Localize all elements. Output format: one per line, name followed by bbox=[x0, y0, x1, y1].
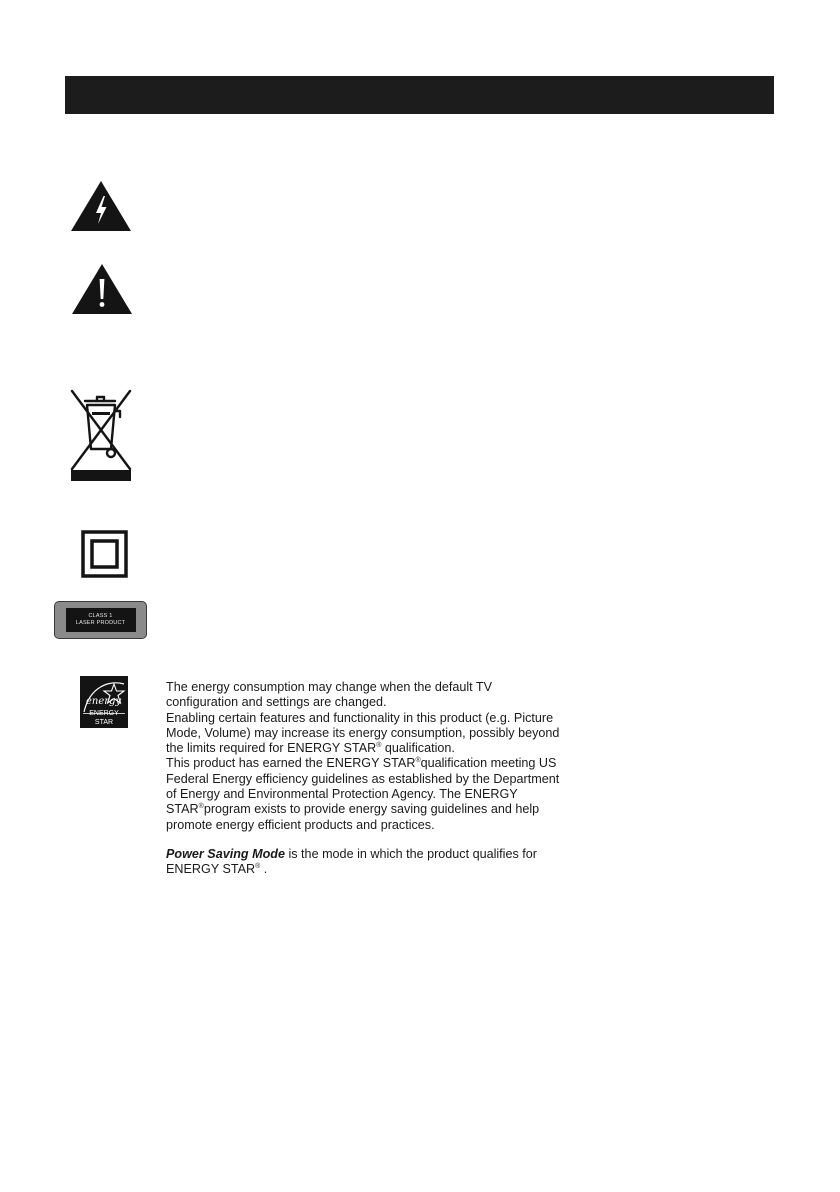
registered-mark: ® bbox=[198, 803, 204, 811]
laser-label-line2: LASER PRODUCT bbox=[75, 620, 126, 626]
power-saving-mode-term: Power Saving Mode bbox=[166, 846, 285, 861]
laser-label-plate bbox=[54, 601, 147, 639]
energy-paragraph-3: This product has earned the ENERGY STAR®qualification meeting US Federal Energy efficiency guidelines as established by the Department of Energy and Environmental Protection Agency. The ENERGY STAR®program exists to provide energy saving guidelines and help promote energy efficient products and practices. bbox=[166, 756, 560, 832]
energy-star-caption: ENERGY STAR bbox=[89, 710, 119, 726]
energy-paragraph-2: Enabling certain features and functionality in this product (e.g. Picture Mode, Volume) may increase its energy consumption, possibly beyond the limits required for ENERGY STAR® qualification. bbox=[166, 710, 560, 756]
laser-label-line1: CLASS 1 bbox=[88, 613, 113, 619]
lightning-warning-icon bbox=[70, 180, 132, 232]
laser-label-inner bbox=[66, 608, 136, 632]
section-header-bar bbox=[65, 76, 774, 114]
energy-star-text bbox=[166, 680, 566, 878]
crossed-out-bin-icon bbox=[68, 387, 134, 482]
registered-mark: ® bbox=[415, 757, 421, 765]
energy-star-logo-icon bbox=[80, 676, 128, 728]
energy-paragraph-1: The energy consumption may change when the default TV configuration and settings are changed. bbox=[166, 680, 493, 710]
registered-mark: ® bbox=[255, 863, 261, 871]
energy-star-script: energy bbox=[86, 696, 122, 707]
class1-laser-label-icon bbox=[54, 601, 147, 639]
registered-mark: ® bbox=[376, 742, 382, 750]
exclamation-warning-icon bbox=[71, 263, 133, 315]
energy-paragraph-4: Power Saving Mode is the mode in which the product qualifies for ENERGY STAR® . bbox=[166, 846, 537, 877]
double-square-class2-icon bbox=[81, 530, 128, 578]
